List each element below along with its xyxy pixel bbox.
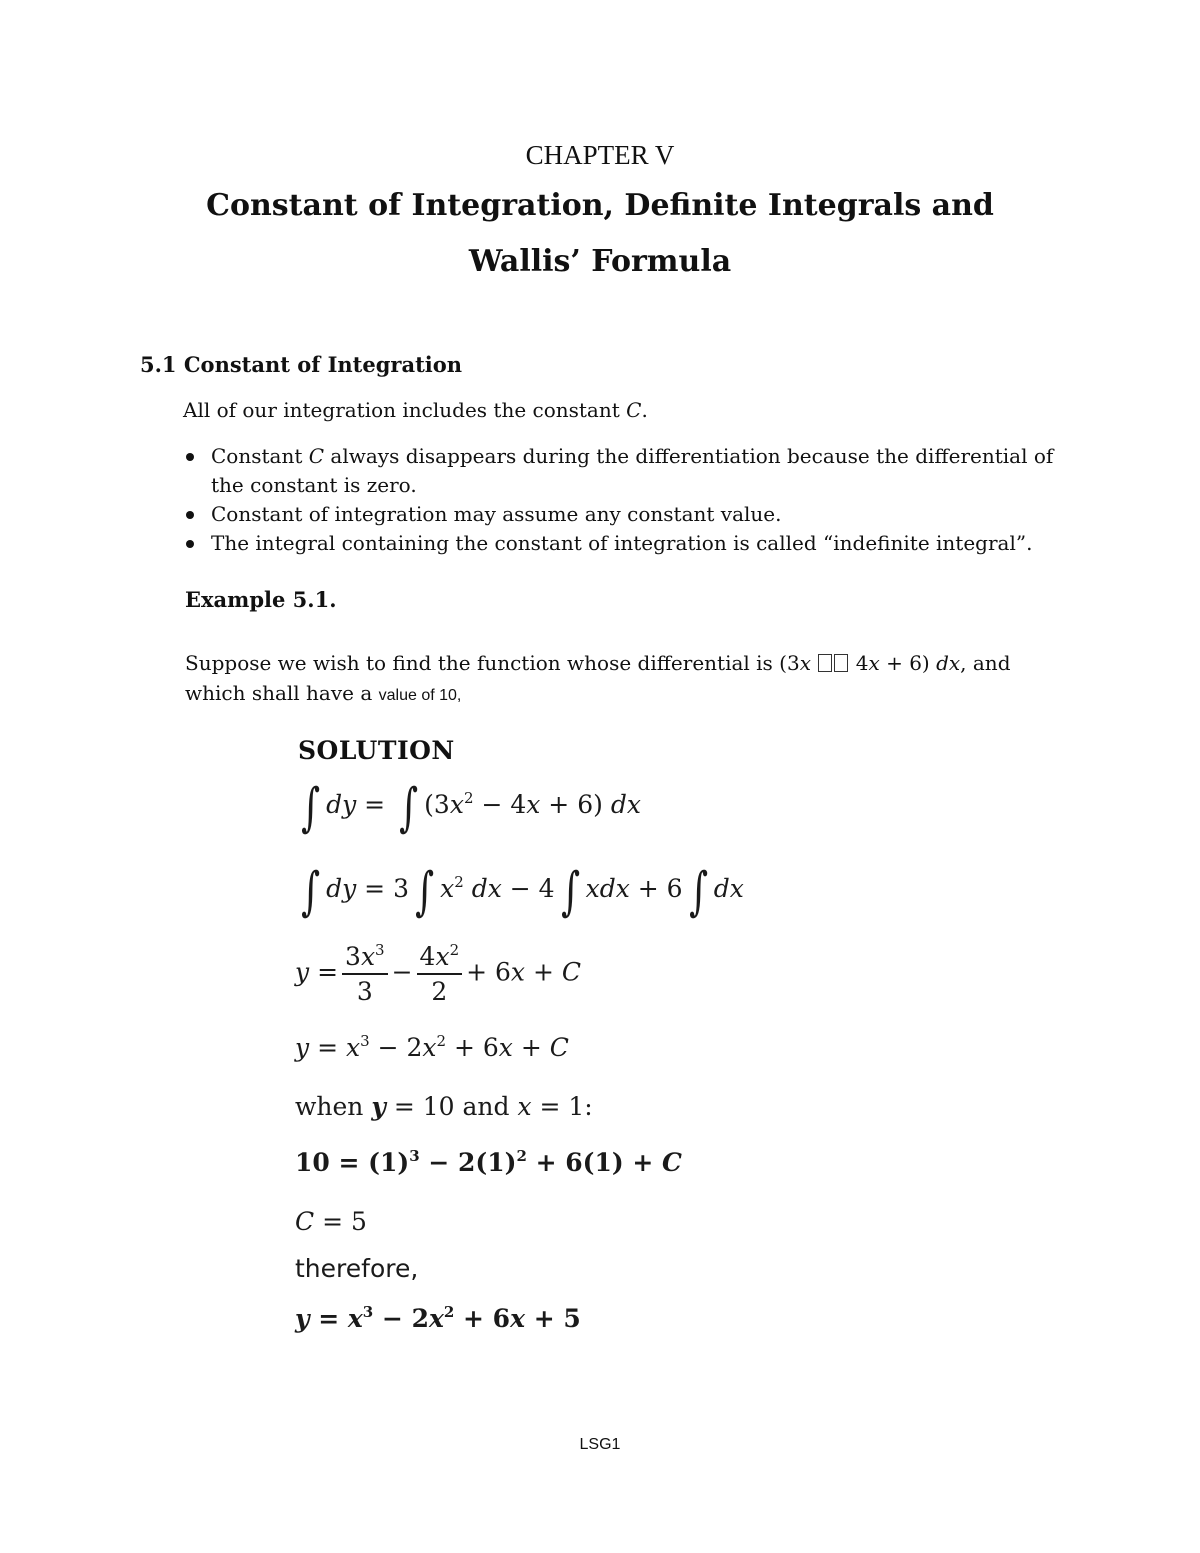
section-heading: 5.1 Constant of Integration — [140, 352, 463, 377]
equation-step-4: $y = x^3 - 2x^2 + 6x + C$ — [295, 1032, 569, 1062]
final-answer: $y = x^3 - 2x^2 + 6x + 5$ — [295, 1303, 581, 1333]
problem-statement: Suppose we wish to find the function whose differential is (3x 4x + 6) dx, and which shall have a value of 10, — [185, 651, 1011, 705]
missing-glyph-icon — [834, 654, 848, 672]
intro-paragraph: All of our integration includes the constant C. — [183, 398, 648, 422]
bullet-item: Constant C always disappears during the differentiation because the differential of the constant is zero. — [183, 442, 1063, 500]
chapter-title-line-1: Constant of Integration, Definite Integrals and — [206, 188, 994, 223]
equation-step-2: ∫ dy = 3 ∫ $x^2$ dx − 4 ∫ xdx + 6 ∫ dx — [301, 862, 744, 922]
example-heading: Example 5.1. — [185, 587, 337, 612]
therefore-text: therefore, — [295, 1254, 419, 1283]
missing-glyph-icon — [818, 654, 832, 672]
equation-step-5: $10 = (1)^3 - 2(1)^2 + 6(1) + C$ — [295, 1147, 682, 1177]
page-footer: LSG1 — [579, 1436, 621, 1453]
chapter-label: CHAPTER V — [525, 140, 675, 170]
equation-step-3: y = $\frac{3x^3}{3}$ − $\frac{4x^2}{2}$ + 6x + C — [295, 941, 582, 1006]
equation-step-6: C = 5 — [295, 1207, 367, 1236]
equation-condition: when y = 10 and x = 1: — [295, 1092, 593, 1121]
chapter-title-line-2: Wallis’ Formula — [468, 244, 732, 279]
bullet-list — [183, 442, 1063, 558]
equation-step-1: ∫ dy = ∫ $(3x^2 - 4x + 6)$ dx — [301, 778, 641, 838]
solution-heading: SOLUTION — [298, 736, 455, 765]
bullet-item: Constant of integration may assume any constant value. — [183, 500, 1063, 529]
bullet-item: The integral containing the constant of integration is called “indefinite integral”. — [183, 529, 1063, 558]
